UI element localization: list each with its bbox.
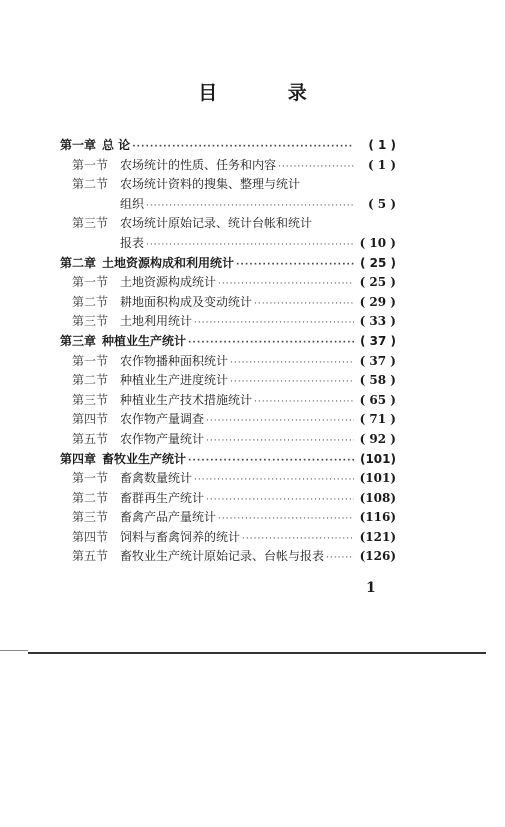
toc-entry-number: 第二节 bbox=[72, 490, 109, 505]
toc-page-reference: (108) bbox=[359, 490, 396, 505]
toc-leader-dots bbox=[206, 412, 354, 432]
toc-section-row bbox=[60, 528, 396, 548]
toc-entry-title: 组织 bbox=[120, 196, 145, 211]
toc-entry-title: 畜禽数量统计 bbox=[120, 471, 193, 486]
toc-entry-number: 第四节 bbox=[72, 529, 109, 544]
toc-section-row bbox=[60, 273, 396, 293]
toc-entry-title: 农作物产量统计 bbox=[120, 431, 205, 446]
toc-continuation-row bbox=[60, 234, 396, 254]
toc-entry-title: 耕地面积构成及变动统计 bbox=[120, 294, 253, 309]
toc-entry-title: 土地利用统计 bbox=[120, 314, 193, 329]
toc-page-reference: ( 1 ) bbox=[367, 157, 396, 172]
toc-section-row bbox=[60, 312, 396, 332]
toc-entry-title: 报表 bbox=[120, 235, 145, 250]
toc-page-reference: (116) bbox=[359, 510, 396, 525]
toc-chapter-row bbox=[60, 254, 396, 274]
toc-entry-number: 第二章 bbox=[60, 255, 97, 270]
toc-entry-title: 土地资源构成统计 bbox=[120, 275, 217, 290]
page-title: 目 录 bbox=[198, 82, 339, 104]
toc-entry-number: 第三节 bbox=[72, 314, 109, 329]
toc-section-row bbox=[60, 469, 396, 489]
toc-section-row bbox=[60, 214, 396, 234]
toc-entry-number: 第三节 bbox=[72, 216, 109, 231]
toc-leader-dots bbox=[206, 491, 354, 511]
toc-entry-title: 农作物产量调查 bbox=[120, 412, 205, 427]
toc-page-reference: (101) bbox=[359, 471, 396, 486]
toc-page-reference: ( 10 ) bbox=[359, 235, 396, 250]
toc-entry-number: 第五节 bbox=[72, 431, 109, 446]
toc-entry-title: 种植业生产统计 bbox=[102, 333, 187, 348]
toc-page-reference: ( 71 ) bbox=[359, 412, 396, 427]
toc-page-reference: ( 92 ) bbox=[359, 431, 396, 446]
toc-page-reference: ( 25 ) bbox=[359, 275, 396, 290]
page-divider bbox=[28, 652, 486, 654]
toc-entry-number: 第一节 bbox=[72, 471, 109, 486]
toc-leader-dots bbox=[206, 432, 354, 452]
toc-chapter-row bbox=[60, 332, 396, 352]
toc-section-row bbox=[60, 371, 396, 391]
toc-entry-title: 畜群再生产统计 bbox=[120, 490, 205, 505]
toc-section-row bbox=[60, 508, 396, 528]
toc-section-row bbox=[60, 489, 396, 509]
toc-page-reference: (121) bbox=[359, 529, 396, 544]
toc-entry-number: 第五节 bbox=[72, 549, 109, 564]
toc-section-row bbox=[60, 156, 396, 176]
toc-leader-dots bbox=[326, 549, 354, 569]
toc-entry-title: 农作物播种面积统计 bbox=[120, 353, 229, 368]
toc-section-row bbox=[60, 293, 396, 313]
toc-page-reference: ( 37 ) bbox=[359, 333, 396, 348]
toc-entry-title: 畜牧业生产统计原始记录、台帐与报表 bbox=[120, 549, 325, 564]
toc-entry-number: 第二节 bbox=[72, 177, 109, 192]
toc-page-reference: ( 29 ) bbox=[359, 294, 396, 309]
toc-entry-title: 农场统计资料的搜集、整理与统计 bbox=[120, 177, 301, 192]
toc-entry-title: 畜禽产品产量统计 bbox=[120, 510, 217, 525]
toc-page-reference: ( 65 ) bbox=[359, 392, 396, 407]
toc-entry-number: 第一节 bbox=[72, 157, 109, 172]
toc-leader-dots bbox=[254, 393, 354, 413]
toc-entry-number: 第三节 bbox=[72, 392, 109, 407]
toc-entry-title: 农场统计原始记录、统计台帐和统计 bbox=[120, 216, 313, 231]
toc-leader-dots bbox=[194, 314, 354, 334]
toc-section-row bbox=[60, 430, 396, 450]
toc-continuation-row bbox=[60, 195, 396, 215]
toc-section-row bbox=[60, 352, 396, 372]
toc-section-row bbox=[60, 391, 396, 411]
toc-section-row bbox=[60, 410, 396, 430]
toc-entry-title: 饲料与畜禽饲养的统计 bbox=[120, 529, 241, 544]
toc-entry-title: 总 论 bbox=[102, 138, 131, 152]
toc-entry-number: 第三节 bbox=[72, 510, 109, 525]
toc-chapter-row bbox=[60, 450, 396, 470]
table-of-contents bbox=[60, 136, 396, 567]
toc-leader-dots bbox=[230, 354, 354, 374]
toc-section-row bbox=[60, 175, 396, 195]
toc-entry-number: 第一节 bbox=[72, 353, 109, 368]
toc-page-reference: ( 33 ) bbox=[359, 314, 396, 329]
toc-entry-number: 第三章 bbox=[60, 333, 97, 348]
toc-entry-title: 种植业生产进度统计 bbox=[120, 373, 229, 388]
toc-page-reference: ( 5 ) bbox=[367, 196, 396, 211]
toc-entry-number: 第一章 bbox=[60, 138, 97, 152]
toc-entry-title: 农场统计的性质、任务和内容 bbox=[120, 157, 277, 172]
toc-leader-dots bbox=[194, 471, 354, 491]
toc-entry-number: 第四节 bbox=[72, 412, 109, 427]
toc-entry-title: 畜牧业生产统计 bbox=[102, 451, 187, 466]
toc-chapter-row bbox=[60, 136, 396, 156]
toc-section-row bbox=[60, 547, 396, 567]
toc-entry-number: 第二节 bbox=[72, 373, 109, 388]
toc-page-reference: ( 58 ) bbox=[359, 373, 396, 388]
toc-page-reference: ( 37 ) bbox=[359, 353, 396, 368]
toc-leader-dots bbox=[188, 452, 354, 472]
toc-page-reference: (126) bbox=[359, 549, 396, 564]
toc-leader-dots bbox=[236, 256, 354, 276]
toc-leader-dots bbox=[254, 295, 354, 315]
toc-page-reference: ( 1 ) bbox=[368, 138, 396, 152]
toc-entry-number: 第四章 bbox=[60, 451, 97, 466]
toc-entry-title: 土地资源构成和利用统计 bbox=[102, 255, 235, 270]
page-number: 1 bbox=[366, 580, 376, 596]
toc-page-reference: ( 25 ) bbox=[359, 255, 396, 270]
scan-edge-line bbox=[0, 650, 28, 651]
toc-page-reference: (101) bbox=[359, 451, 396, 466]
toc-entry-title: 种植业生产技术措施统计 bbox=[120, 392, 253, 407]
toc-entry-number: 第二节 bbox=[72, 294, 109, 309]
toc-entry-number: 第一节 bbox=[72, 275, 109, 290]
